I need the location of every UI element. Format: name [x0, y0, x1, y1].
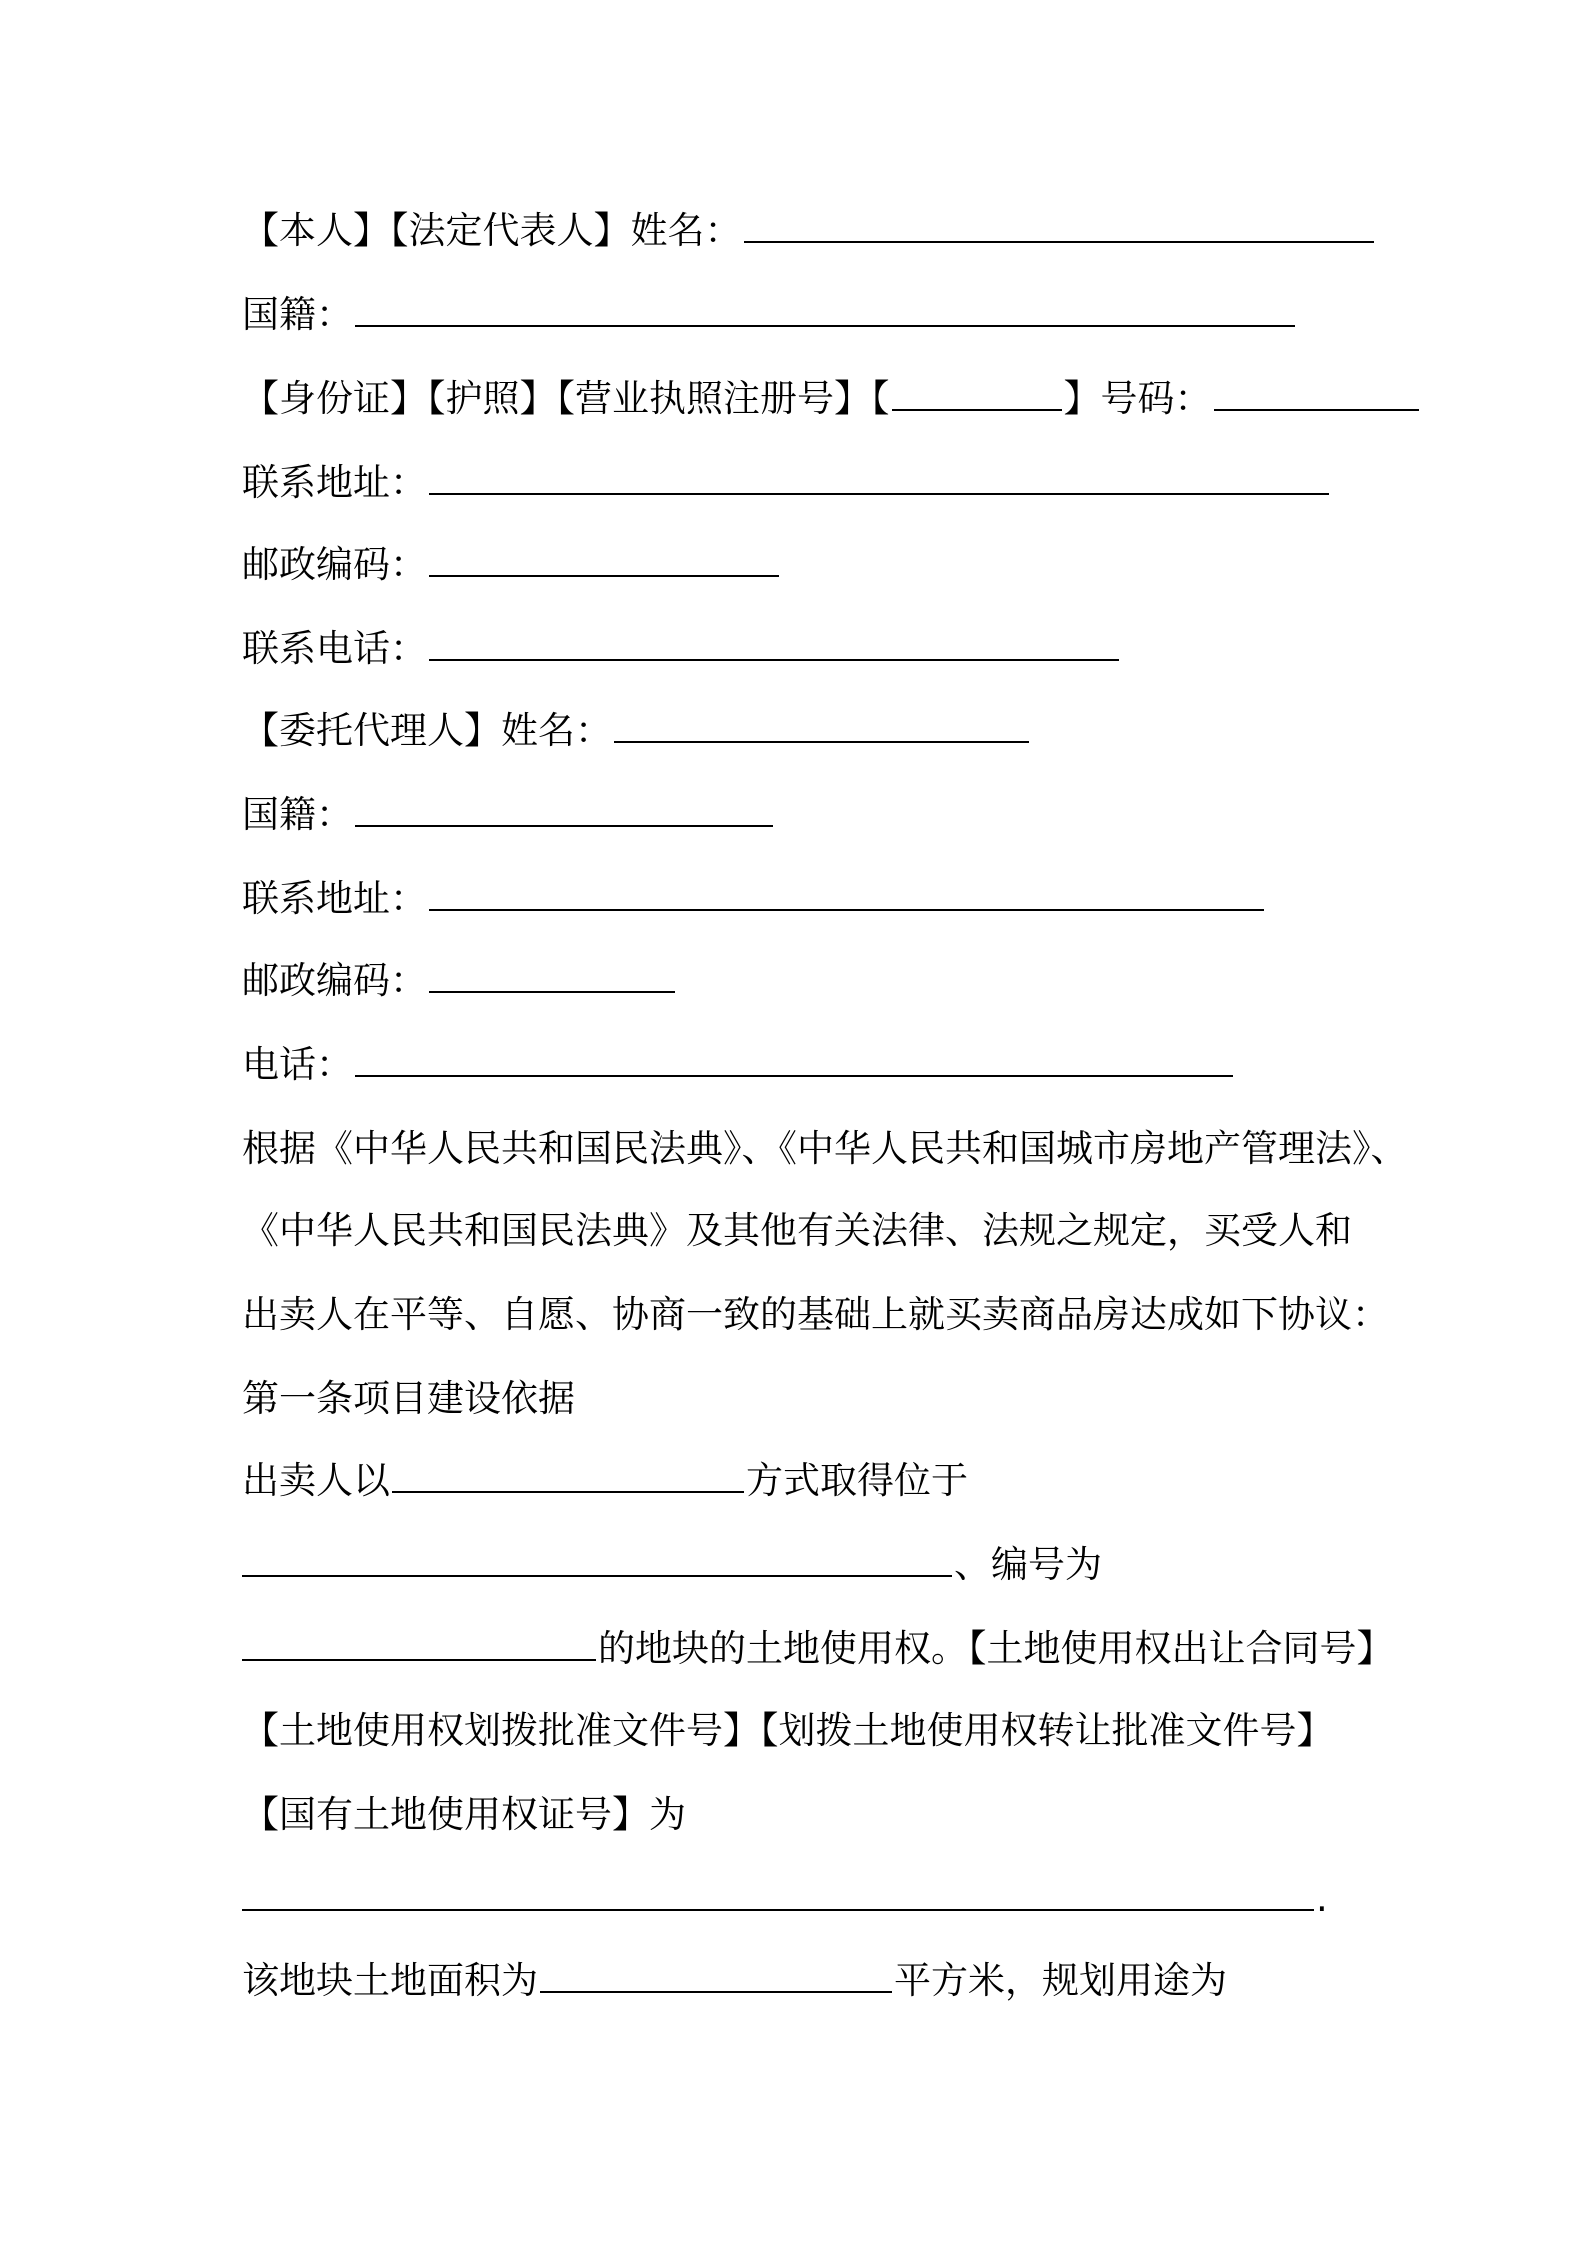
principal-nationality-line — [242, 293, 1297, 336]
location-label: 方式取得位于 — [746, 1459, 968, 1502]
principal-phone-line — [242, 627, 1121, 670]
principal-postcode-line — [242, 543, 781, 586]
acquisition-label: 出卖人以 — [242, 1459, 390, 1502]
period-mark: . — [1316, 1877, 1328, 1920]
article-1-heading: 第一条项目建设依据 — [242, 1377, 575, 1420]
principal-address-blank[interactable] — [429, 492, 1329, 495]
land-cert-line: 【国有土地使用权证号】为 — [242, 1793, 686, 1836]
principal-name-label: 【本人】【法定代表人】姓名： — [242, 209, 742, 252]
plot-number-line — [242, 1627, 1394, 1670]
principal-phone-label: 联系电话： — [242, 627, 427, 670]
preamble-line-3: 出卖人在平等、自愿、协商一致的基础上就买卖商品房达成如下协议： — [242, 1293, 1389, 1336]
agent-nationality-label: 国籍： — [242, 793, 353, 836]
principal-phone-blank[interactable] — [429, 658, 1119, 661]
certificate-number-line — [242, 1877, 1328, 1920]
agent-phone-blank[interactable] — [355, 1074, 1233, 1077]
land-area-label: 该地块土地面积为 — [242, 1959, 538, 2002]
principal-name-blank[interactable] — [744, 240, 1374, 243]
principal-address-label: 联系地址： — [242, 461, 427, 504]
plot-number-blank[interactable] — [242, 1658, 596, 1661]
agent-phone-label: 电话： — [242, 1043, 353, 1086]
principal-id-number-blank[interactable] — [1214, 408, 1419, 411]
agent-address-line — [242, 877, 1266, 920]
preamble-line-2: 《中华人民共和国民法典》及其他有关法律、法规之规定，买受人和 — [242, 1209, 1352, 1252]
land-docs-line: 【土地使用权划拨批准文件号】【划拨土地使用权转让批准文件号】 — [242, 1709, 1334, 1752]
principal-nationality-label: 国籍： — [242, 293, 353, 336]
preamble-line-1: 根据《中华人民共和国民法典》、《中华人民共和国城市房地产管理法》、 — [242, 1127, 1408, 1170]
agent-nationality-blank[interactable] — [355, 824, 773, 827]
principal-postcode-blank[interactable] — [429, 574, 779, 577]
agent-nationality-line — [242, 793, 775, 836]
principal-id-line — [242, 377, 1421, 420]
land-use-right-text: 的地块的土地使用权。【土地使用权出让合同号】 — [598, 1627, 1394, 1670]
planned-use-label: 平方米，规划用途为 — [894, 1959, 1227, 2002]
agent-name-blank[interactable] — [614, 740, 1029, 743]
agent-phone-line — [242, 1043, 1235, 1086]
principal-nationality-blank[interactable] — [355, 324, 1295, 327]
principal-id-number-label: 】号码： — [1063, 377, 1212, 420]
location-blank[interactable] — [242, 1574, 952, 1577]
plot-number-label: 、编号为 — [954, 1543, 1102, 1586]
acquisition-line — [242, 1459, 968, 1502]
agent-postcode-label: 邮政编码： — [242, 959, 427, 1002]
certificate-number-blank[interactable] — [242, 1908, 1314, 1911]
land-area-line — [242, 1959, 1227, 2002]
agent-name-line — [242, 709, 1031, 752]
principal-postcode-label: 邮政编码： — [242, 543, 427, 586]
agent-address-blank[interactable] — [429, 908, 1264, 911]
agent-postcode-line — [242, 959, 677, 1002]
acquisition-method-blank[interactable] — [392, 1490, 744, 1493]
principal-address-line — [242, 461, 1331, 504]
agent-address-label: 联系地址： — [242, 877, 427, 920]
agent-name-label: 【委托代理人】姓名： — [242, 709, 612, 752]
principal-id-label: 【身份证】【护照】【营业执照注册号】【 — [242, 377, 890, 420]
land-area-blank[interactable] — [540, 1990, 892, 1993]
principal-id-type-blank[interactable] — [892, 408, 1062, 411]
location-line — [242, 1543, 1102, 1586]
agent-postcode-blank[interactable] — [429, 990, 675, 993]
principal-name-line — [242, 209, 1376, 252]
